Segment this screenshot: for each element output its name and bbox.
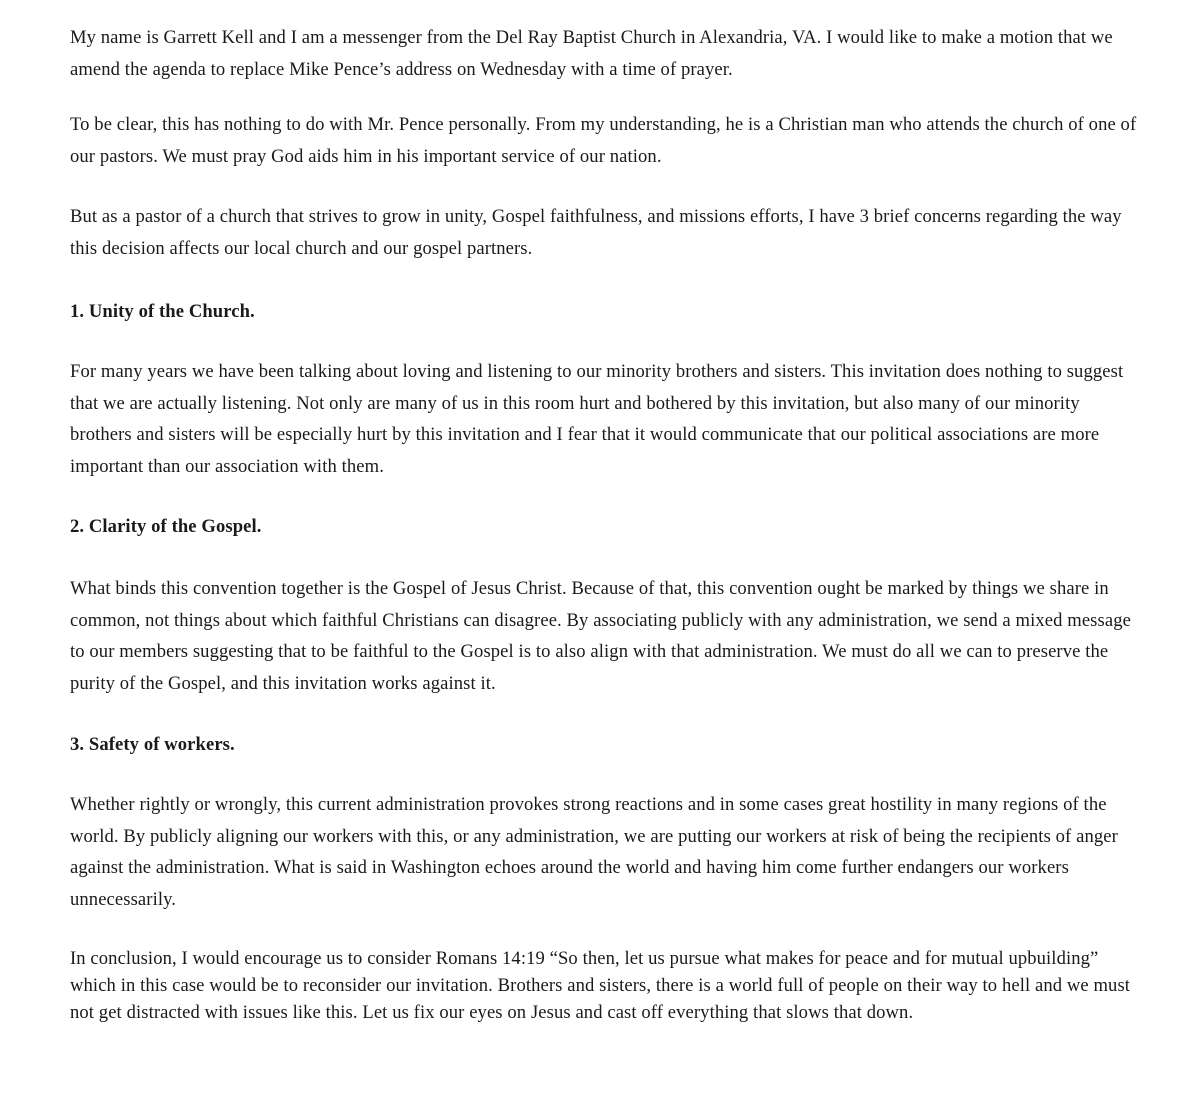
section-heading-safety: 3. Safety of workers. (70, 734, 235, 755)
conclusion-paragraph: In conclusion, I would encourage us to consider Romans 14:19 “So then, let us pursue what makes for peace and for mutual upbuilding” which in this case would be to reconsider our invitation. Brothers and sisters, there is a world full of people on their way to hell and we must not get distracted with issues like this. Let us fix our eyes on Jesus and cast off everything that slows that down. (70, 948, 1131, 1023)
concerns-intro-paragraph: But as a pastor of a church that strives to grow in unity, Gospel faithfulness, and missions efforts, I have 3 brief concerns regarding the way this decision affects our local church and our gospel partners. (70, 206, 1122, 259)
section-body-clarity: What binds this convention together is the Gospel of Jesus Christ. Because of that, this convention ought be marked by things we share in common, not things about which faithful Christians can disagree. By associating publicly with any administration, we send a mixed message to our members suggesting that to be faithful to the Gospel is to also align with that administration. We must do all we can to preserve the purity of the Gospel, and this invitation works against it. (70, 578, 1131, 694)
section-body-unity: For many years we have been talking about loving and listening to our minority brothers and sisters. This invitation does nothing to suggest that we are actually listening. Not only are many of us in this room hurt and bothered by this invitation, but also many of our minority brothers and sisters will be especially hurt by this invitation and I fear that it would communicate that our political associations are more important than our association with them. (70, 361, 1124, 477)
section-heading-clarity: 2. Clarity of the Gospel. (70, 516, 262, 537)
section-body-safety: Whether rightly or wrongly, this current administration provokes strong reactions and in some cases great hostility in many regions of the world. By publicly aligning our workers with this, or any administration, we are putting our workers at risk of being the recipients of anger against the administration. What is said in Washington echoes around the world and having him come further endangers our workers unnecessarily. (70, 794, 1118, 910)
intro-paragraph: My name is Garrett Kell and I am a messenger from the Del Ray Baptist Church in Alexandria, VA. I would like to make a motion that we amend the agenda to replace Mike Pence’s address on Wednesday with a time of prayer. (70, 27, 1113, 80)
section-heading-unity: 1. Unity of the Church. (70, 301, 255, 322)
clarification-paragraph: To be clear, this has nothing to do with Mr. Pence personally. From my understanding, he is a Christian man who attends the church of one of our pastors. We must pray God aids him in his important service of our nation. (70, 114, 1137, 167)
